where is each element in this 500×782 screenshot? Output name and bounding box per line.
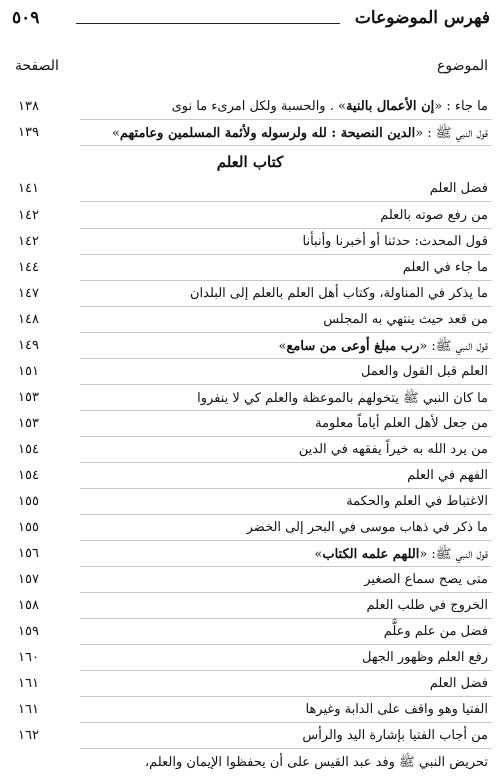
entry-title: الخروج في طلب العلم [366,598,488,613]
entry-title: قول المحدث: حدثنا أو أخبرنا وأنبأنا [302,234,488,249]
section-title: كتاب العلم [216,153,284,171]
entry-title: متى يصح سماع الصغير [364,572,488,587]
list-item [0,414,500,440]
list-item [0,648,500,674]
row-divider [80,748,492,749]
entry-page-number: ١٥١ [18,364,39,379]
entry-page-number: ١٥٨ [18,598,39,613]
row-divider [80,540,492,541]
list-item [0,310,500,336]
entry-page-number: ١٦١ [18,702,39,717]
list-item [0,622,500,648]
page-number: ٥٠٩ [12,8,40,28]
row-divider [80,488,492,489]
entry-title: الاغتباط في العلم والحكمة [346,494,488,509]
entry-title: ما جاء في العلم [402,260,488,275]
row-divider [80,332,492,333]
list-item [0,466,500,492]
entry-title: الفهم في العلم [407,468,488,483]
entry-page-number: ١٤٩ [18,338,39,353]
row-divider [80,201,492,202]
entry-title: من جعل لأهل العلم أياماً معلومة [315,416,488,431]
list-item [0,97,500,123]
row-divider [80,228,492,229]
row-divider [80,280,492,281]
entry-title: قول النبي ﷺ: «رب مبلغ أوعى من سامع» [278,339,488,354]
list-item [0,518,500,544]
entry-page-number: ١٥٣ [18,416,39,431]
list-item [0,388,500,414]
entry-page-number: ١٤١ [18,181,39,196]
entry-title: العلم قبل القول والعمل [361,364,488,379]
row-divider [80,410,492,411]
entry-page-number: ١٥٣ [18,390,39,405]
entry-page-number: ١٤٤ [18,260,39,275]
entry-page-number: ١٥٤ [18,442,39,457]
row-divider [80,514,492,515]
entry-page-number: ١٦١ [18,676,39,691]
entry-page-number: ١٥٧ [18,572,39,587]
entry-title: قول النبي ﷺ: «اللهم علمه الكتاب» [314,547,488,562]
page-column-header: الصفحة [15,58,59,74]
entry-title: ما ذكر في ذهاب موسى في البحر إلى الخضر [246,520,488,535]
list-item [0,674,500,700]
entry-page-number: ١٥٩ [18,624,39,639]
row-divider [80,254,492,255]
list-item [0,123,500,149]
row-divider [80,436,492,437]
entry-page-number: ١٤٢ [18,208,39,223]
list-item [0,700,500,726]
row-divider [80,696,492,697]
row-divider [80,145,492,146]
entry-title: فضل العلم [429,181,488,196]
row-divider [80,358,492,359]
list-item [0,752,500,778]
running-head [12,8,490,38]
list-item [0,336,500,362]
list-item [0,206,500,232]
entry-title: من أجاب الفتيا بإشارة اليد والرأس [302,728,488,743]
row-divider [80,644,492,645]
entry-page-number: ١٦٢ [18,728,39,743]
list-item [0,232,500,258]
row-divider [80,306,492,307]
row-divider [80,119,492,120]
entry-page-number: ١٤٧ [18,286,39,301]
row-divider [80,592,492,593]
entry-title: فضل من علم وعلَّم [383,624,488,639]
entry-page-number: ١٥٥ [18,520,39,535]
list-item [0,179,500,205]
entry-title: ما يذكر في المناولة، وكتاب أهل العلم بالعلم إلى البلدان [189,286,488,301]
entry-page-number: ١٣٨ [18,99,39,114]
list-item [0,726,500,752]
entry-page-number: ١٤٨ [18,312,39,327]
row-divider [80,566,492,567]
entry-page-number: ١٥٦ [18,546,39,561]
entry-page-number: ١٥٥ [18,494,39,509]
entry-title: ما كان النبي ﷺ يتخولهم بالموعظة والعلم كي لا ينفروا [197,391,488,406]
list-item [0,544,500,570]
entry-title: ما جاء : «إن الأعمال بالنية» . والحسبة ولكل امرىء ما نوى [171,99,488,114]
entry-title: قول النبي ﷺ : «الدين النصيحة : لله ولرسوله ولأئمة المسلمين وعامتهم» [111,126,488,141]
entry-title: تحريض النبي ﷺ وفد عبد القيس على أن يحفظوا الإيمان والعلم، [144,755,488,770]
list-item [0,440,500,466]
list-item [0,492,500,518]
entry-title: من رفع صوته بالعلم [380,208,488,223]
row-divider [80,462,492,463]
row-divider [80,618,492,619]
entry-title: الفتيا وهو واقف على الدابة وغيرها [305,702,488,717]
entry-page-number: ١٤٢ [18,234,39,249]
list-item [0,570,500,596]
running-title: فهرس الموضوعات [354,8,490,28]
list-item [0,284,500,310]
list-item [0,362,500,388]
entry-title: فضل العلم [429,676,488,691]
header-rule [76,23,340,24]
entry-page-number: ١٥٤ [18,468,39,483]
list-item [0,596,500,622]
entry-page-number: ١٦٠ [18,650,39,665]
entry-page-number: ١٣٩ [18,125,39,140]
entry-title: من قعد حيث ينتهي به المجلس [323,312,488,327]
row-divider [80,722,492,723]
row-divider [80,384,492,385]
row-divider [80,670,492,671]
topic-column-header: الموضوع [437,58,488,74]
entry-title: رفع العلم وظهور الجهل [361,650,488,665]
list-item [0,258,500,284]
entry-title: من يرد الله به خيراً يفقهه في الدين [298,442,488,457]
